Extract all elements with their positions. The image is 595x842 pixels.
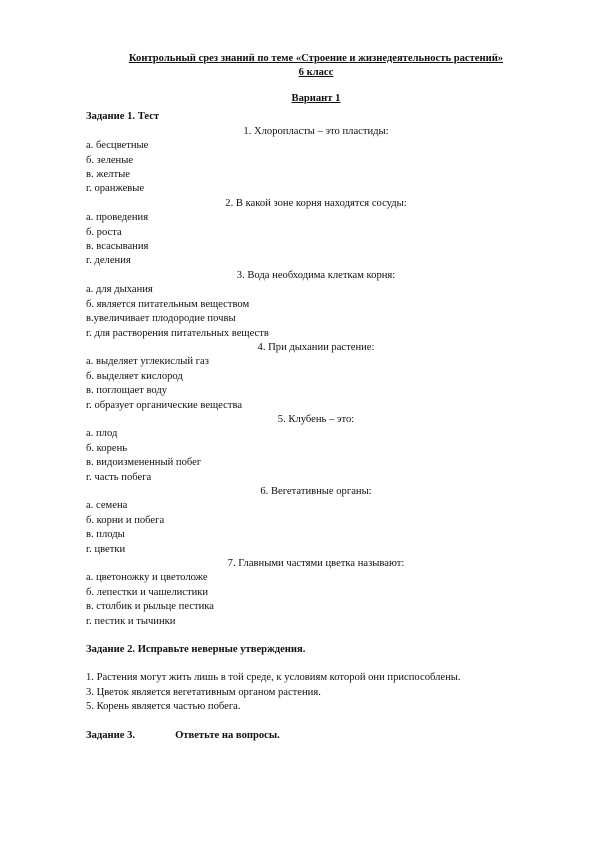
answer-option: в.увеличивает плодородие почвы — [86, 313, 236, 325]
question-text: 7. Главными частями цветка называют: — [227, 558, 405, 569]
answer-option: г. оранжевые — [86, 183, 145, 195]
answer-option: г. деления — [86, 255, 131, 267]
answer-option: б. зеленые — [86, 154, 134, 166]
answer-option: а. плод — [86, 428, 118, 440]
answer-option: г. для растворения питательных веществ — [86, 327, 269, 339]
task3-heading — [86, 729, 546, 743]
question-text: 1. Хлоропласты – это пластиды: — [243, 125, 389, 137]
task3-text: Ответьте на вопросы. — [175, 729, 280, 741]
question-text: 4. При дыхании растение: — [257, 341, 375, 353]
task2-statements — [86, 671, 546, 714]
statement: 3. Цветок является вегетативным органом растения. — [86, 686, 321, 698]
document-title: Контрольный срез знаний по теме «Строение и жизнедеятельность растений» — [128, 53, 504, 64]
statement: 5. Корень является частью побега. — [86, 701, 241, 713]
question-text: 2. В какой зоне корня находятся сосуды: — [225, 197, 407, 209]
answer-option: г. цветки — [86, 543, 126, 555]
question-text: 6. Вегетативные органы: — [260, 485, 372, 497]
answer-option: г. часть побега — [86, 471, 152, 483]
answer-option: б. лепестки и чашелистики — [86, 586, 209, 598]
document-page — [86, 52, 546, 743]
task1-heading: Задание 1. Тест — [86, 111, 160, 123]
answer-option: в. поглощает воду — [86, 385, 168, 397]
question-text: 3. Вода необходима клеткам корня: — [236, 269, 396, 281]
answer-option: г. пестик и тычинки — [86, 615, 176, 627]
answer-option: б. выделяет кислород — [86, 370, 183, 382]
answer-option: в. всасывания — [86, 241, 149, 253]
answer-option: б. корни и побега — [86, 514, 165, 526]
answer-option: а. проведения — [86, 212, 149, 224]
answer-option: а. выделяет углекислый газ — [86, 356, 209, 368]
answer-option: б. является питательным веществом — [86, 298, 250, 310]
task2-heading: Задание 2. Исправьте неверные утверждения. — [86, 644, 306, 656]
test-questions — [86, 125, 546, 629]
answer-option: г. образует органические вещества — [86, 399, 243, 411]
task3-label: Задание 3. — [86, 729, 136, 741]
answer-option: в. столбик и рыльце пестика — [86, 601, 214, 613]
grade-label: 6 класс — [298, 67, 334, 78]
answer-option: б. роста — [86, 226, 122, 238]
answer-option: а. для дыхания — [86, 284, 153, 296]
answer-option: в. желтые — [86, 169, 130, 181]
answer-option: б. корень — [86, 442, 128, 454]
answer-option: а. цветоножку и цветоложе — [86, 572, 208, 584]
question-text: 5. Клубень – это: — [277, 413, 355, 425]
statement: 1. Растения могут жить лишь в той среде, к условиям которой они приспособлены. — [86, 672, 461, 684]
answer-option: в. видоизмененный побег — [86, 457, 202, 469]
answer-option: а. семена — [86, 500, 128, 512]
answer-option: а. бесцветные — [86, 140, 149, 152]
answer-option: в. плоды — [86, 529, 125, 541]
variant-label: Вариант 1 — [291, 93, 341, 104]
